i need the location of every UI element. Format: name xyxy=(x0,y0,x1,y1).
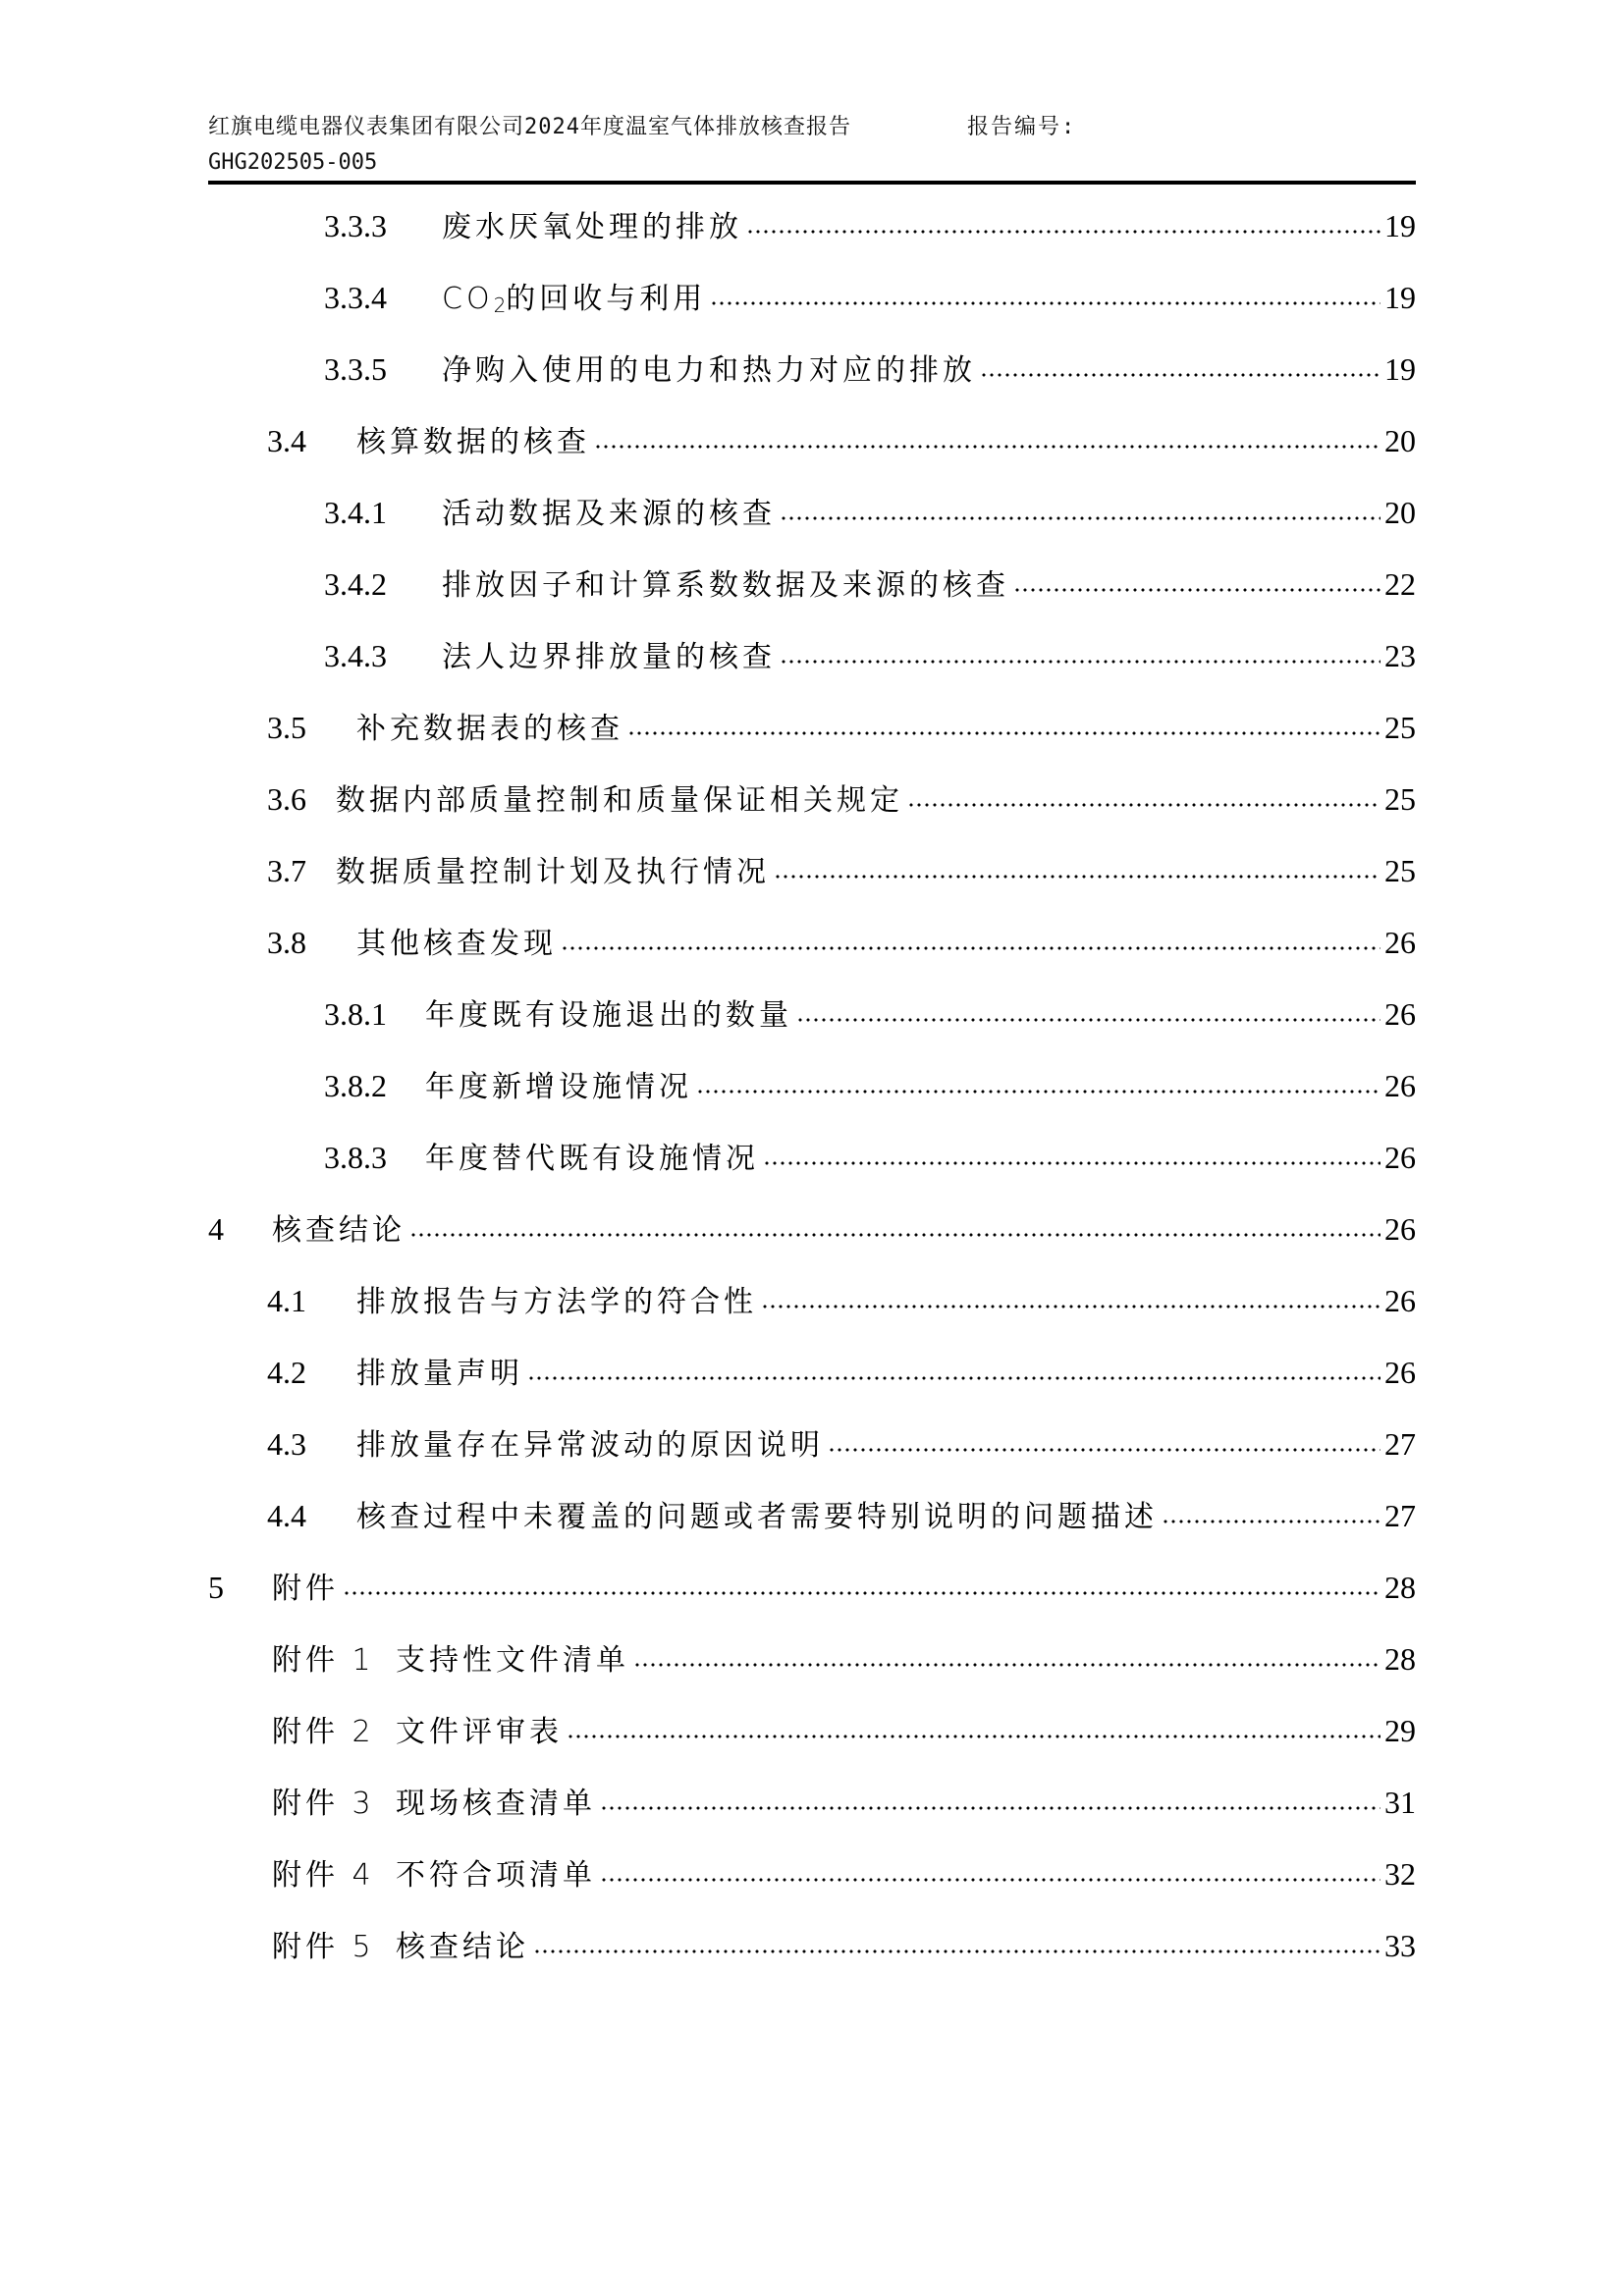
toc-entry-number: 3.6 xyxy=(267,781,306,817)
header-rule xyxy=(208,181,1416,185)
dot-leader xyxy=(828,1447,1380,1453)
toc-entry-number: 4.2 xyxy=(267,1355,306,1390)
toc-entry-title: 核查结论 xyxy=(396,1930,529,1964)
dot-leader xyxy=(633,1662,1380,1668)
toc-entry[interactable] xyxy=(267,1419,1416,1468)
toc-entry-page: 26 xyxy=(1384,1211,1416,1247)
toc-entry[interactable] xyxy=(267,918,1416,967)
dot-leader xyxy=(761,1304,1380,1309)
toc-entry-title: 排放量声明 xyxy=(356,1357,523,1391)
dot-leader xyxy=(774,874,1380,880)
dot-leader xyxy=(1162,1519,1380,1524)
toc-entry[interactable] xyxy=(272,1634,1416,1683)
toc-entry[interactable] xyxy=(272,1921,1416,1970)
toc-entry-page: 29 xyxy=(1384,1713,1416,1748)
dot-leader xyxy=(600,1805,1380,1811)
toc-entry-page: 23 xyxy=(1384,638,1416,673)
toc-entry-title: 排放量存在异常波动的原因说明 xyxy=(356,1428,824,1463)
toc-entry[interactable] xyxy=(324,1061,1416,1110)
toc-entry-page: 27 xyxy=(1384,1498,1416,1533)
toc-entry-page: 20 xyxy=(1384,423,1416,458)
toc-entry-page: 26 xyxy=(1384,996,1416,1032)
dot-leader xyxy=(796,1017,1380,1023)
toc-entry-title: 活动数据及来源的核查 xyxy=(442,497,776,531)
toc-entry[interactable] xyxy=(272,1706,1416,1755)
toc-entry-title: 核查结论 xyxy=(272,1213,406,1248)
dot-leader xyxy=(561,945,1380,951)
toc-entry-title: 废水厌氧处理的排放 xyxy=(442,210,742,244)
toc-entry-page: 20 xyxy=(1384,495,1416,530)
toc-entry-title: 年度新增设施情况 xyxy=(425,1070,692,1104)
toc-entry-number: 3.4.2 xyxy=(324,566,387,602)
toc-entry-number: 3.3.5 xyxy=(324,351,387,387)
toc-entry[interactable] xyxy=(324,345,1416,394)
report-number-label: 报告编号: xyxy=(966,115,1077,139)
toc-entry-page: 26 xyxy=(1384,925,1416,960)
dot-leader xyxy=(600,1877,1380,1883)
toc-entry-number: 4 xyxy=(208,1211,224,1247)
toc-entry-title: 净购入使用的电力和热力对应的排放 xyxy=(442,353,976,388)
report-number: GHG202505-005 xyxy=(208,150,378,175)
toc-entry-number: 3.4.1 xyxy=(324,495,387,530)
toc-entry-title: 附件 xyxy=(272,1572,339,1606)
dot-leader xyxy=(627,730,1380,736)
toc-entry-number: 3.3.3 xyxy=(324,208,387,243)
dot-leader xyxy=(780,515,1380,521)
toc-entry-title: 支持性文件清单 xyxy=(396,1643,629,1678)
toc-entry-title: 其他核查发现 xyxy=(356,927,557,961)
toc-entry[interactable] xyxy=(324,488,1416,537)
toc-entry[interactable] xyxy=(267,703,1416,752)
toc-entry-number: 附件 4 xyxy=(272,1858,375,1893)
toc-entry-number: 3.7 xyxy=(267,853,306,888)
dot-leader xyxy=(780,659,1380,665)
toc-entry[interactable] xyxy=(208,1563,1416,1612)
toc-entry-page: 28 xyxy=(1384,1570,1416,1605)
toc-entry[interactable] xyxy=(324,273,1416,322)
toc-entry-page: 27 xyxy=(1384,1426,1416,1462)
toc-entry[interactable] xyxy=(267,416,1416,465)
toc-entry-number: 3.8 xyxy=(267,925,306,960)
toc-entry-title: 现场核查清单 xyxy=(396,1787,596,1821)
toc-entry-page: 26 xyxy=(1384,1068,1416,1103)
toc-entry[interactable] xyxy=(267,774,1416,824)
dot-leader xyxy=(907,802,1380,808)
toc-entry-title: 补充数据表的核查 xyxy=(356,712,623,746)
dot-leader xyxy=(409,1232,1380,1238)
toc-entry-number: 附件 1 xyxy=(272,1643,375,1678)
toc-entry-page: 33 xyxy=(1384,1928,1416,1963)
report-title: 红旗电缆电器仪表集团有限公司2024年度温室气体排放核查报告 xyxy=(208,115,851,139)
dot-leader xyxy=(567,1734,1380,1739)
dot-leader xyxy=(1013,587,1380,593)
dot-leader xyxy=(533,1949,1380,1954)
toc-entry-number: 4.1 xyxy=(267,1283,306,1318)
toc-entry-title: 文件评审表 xyxy=(396,1715,563,1749)
toc-entry-page: 31 xyxy=(1384,1785,1416,1820)
dot-leader xyxy=(763,1160,1380,1166)
toc-entry-number: 3.4.3 xyxy=(324,638,387,673)
toc-entry[interactable] xyxy=(208,1204,1416,1254)
toc-entry-title: 不符合项清单 xyxy=(396,1858,596,1893)
toc-entry-page: 26 xyxy=(1384,1283,1416,1318)
toc-entry-title: 数据内部质量控制和质量保证相关规定 xyxy=(336,783,903,818)
toc-entry-number: 3.8.3 xyxy=(324,1140,387,1175)
dot-leader xyxy=(343,1590,1380,1596)
toc-entry[interactable] xyxy=(324,1133,1416,1182)
toc-entry-number: 附件 2 xyxy=(272,1715,375,1749)
toc-entry-page: 19 xyxy=(1384,208,1416,243)
toc-entry[interactable] xyxy=(324,201,1416,250)
toc-entry-title: 核算数据的核查 xyxy=(356,425,590,459)
dot-leader xyxy=(696,1089,1380,1095)
toc-entry-title: 年度替代既有设施情况 xyxy=(425,1142,759,1176)
toc-entry-title: 年度既有设施退出的数量 xyxy=(425,998,792,1033)
toc-entry-page: 19 xyxy=(1384,280,1416,315)
toc-entry[interactable] xyxy=(272,1778,1416,1827)
toc-entry-number: 3.3.4 xyxy=(324,280,387,315)
toc-entry-page: 32 xyxy=(1384,1856,1416,1892)
toc-entry-title: 法人边界排放量的核查 xyxy=(442,640,776,674)
dot-leader xyxy=(594,444,1380,450)
dot-leader xyxy=(980,372,1380,378)
dot-leader xyxy=(710,300,1380,306)
dot-leader xyxy=(746,229,1380,235)
toc-entry-page: 25 xyxy=(1384,781,1416,817)
toc-entry[interactable] xyxy=(324,560,1416,609)
toc-entry[interactable] xyxy=(267,1491,1416,1540)
toc-entry[interactable] xyxy=(272,1849,1416,1898)
toc-entry-page: 25 xyxy=(1384,853,1416,888)
toc-entry-title: 排放因子和计算系数数据及来源的核查 xyxy=(442,568,1009,603)
toc-entry-number: 5 xyxy=(208,1570,224,1605)
page-header xyxy=(208,110,1416,181)
toc-entry-page: 22 xyxy=(1384,566,1416,602)
toc-entry[interactable] xyxy=(324,989,1416,1039)
toc-entry-title: 排放报告与方法学的符合性 xyxy=(356,1285,757,1319)
toc-entry-title: 核查过程中未覆盖的问题或者需要特别说明的问题描述 xyxy=(356,1500,1158,1534)
toc-entry[interactable] xyxy=(267,1348,1416,1397)
toc-entry-number: 3.4 xyxy=(267,423,306,458)
toc-entry-page: 25 xyxy=(1384,710,1416,745)
toc-entry-page: 26 xyxy=(1384,1140,1416,1175)
toc-entry-title: $CO_2$的回收与利用 xyxy=(442,282,707,317)
toc-entry-number: 附件 5 xyxy=(272,1930,375,1964)
toc-entry-number: 3.8.2 xyxy=(324,1068,387,1103)
toc-entry-page: 28 xyxy=(1384,1641,1416,1677)
toc-entry-number: 4.3 xyxy=(267,1426,306,1462)
toc-entry-title: 数据质量控制计划及执行情况 xyxy=(336,855,770,889)
toc-entry-page: 26 xyxy=(1384,1355,1416,1390)
toc-entry-number: 4.4 xyxy=(267,1498,306,1533)
dot-leader xyxy=(527,1375,1380,1381)
toc-entry[interactable] xyxy=(267,1276,1416,1325)
toc-entry[interactable] xyxy=(267,846,1416,895)
toc-entry-page: 19 xyxy=(1384,351,1416,387)
toc-entry-number: 附件 3 xyxy=(272,1787,375,1821)
toc-entry-number: 3.5 xyxy=(267,710,306,745)
toc-entry-number: 3.8.1 xyxy=(324,996,387,1032)
toc-entry[interactable] xyxy=(324,631,1416,680)
